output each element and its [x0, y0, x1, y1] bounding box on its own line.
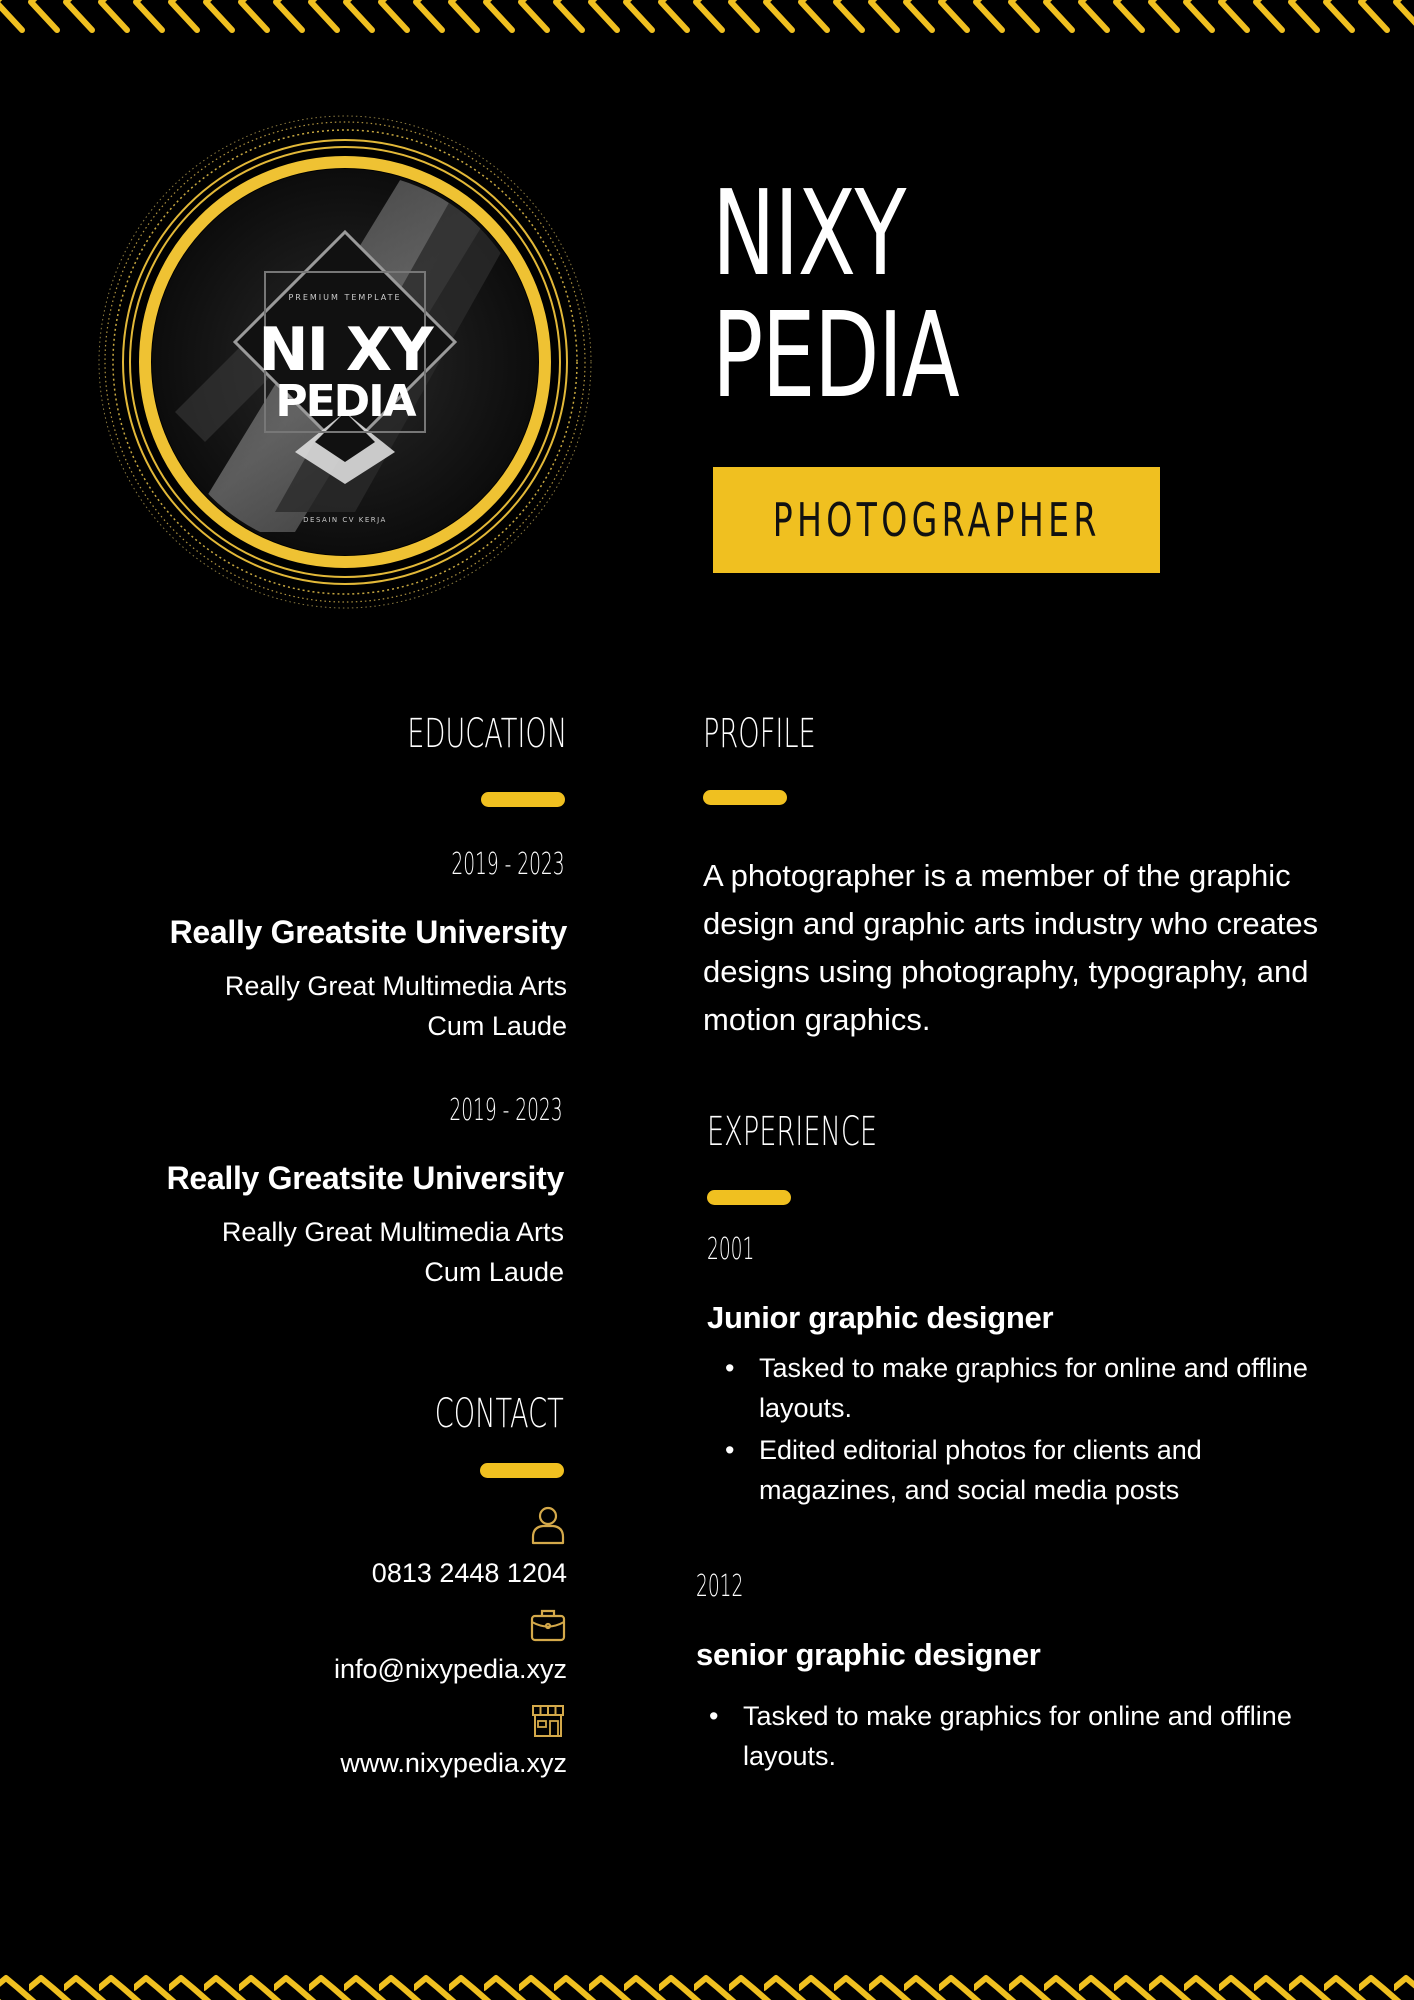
contact-heading: CONTACT	[435, 1391, 564, 1437]
experience-job-title-1: Junior graphic designer	[707, 1300, 1054, 1335]
svg-text:NI XY: NI XY	[258, 315, 432, 385]
contact-website[interactable]: www.nixypedia.xyz	[340, 1748, 567, 1778]
profile-heading: PROFILE	[703, 711, 816, 757]
degree-line-1: Really Great Multimedia Arts	[224, 971, 567, 1001]
education-degree	[170, 966, 567, 1046]
degree-line-1: Really Great Multimedia Arts	[221, 1217, 564, 1247]
bottom-zigzag-border	[0, 1958, 1414, 2000]
name-line-2: PEDIA	[712, 286, 959, 424]
contact-list	[334, 1505, 567, 1781]
experience-job-title-2: senior graphic designer	[696, 1637, 1041, 1672]
education-school: Really Greatsite University	[169, 914, 567, 950]
person-icon	[529, 1505, 567, 1545]
profile-accent-bar	[703, 790, 787, 805]
education-years-2: 2019 - 2023	[449, 1093, 563, 1128]
education-entry-1	[170, 912, 567, 1046]
education-degree	[167, 1212, 564, 1292]
role-label: PHOTOGRAPHER	[772, 493, 1101, 547]
name-line-1: NIXY	[712, 164, 905, 302]
education-entry-2	[167, 1158, 564, 1292]
education-school: Really Greatsite University	[166, 1160, 564, 1196]
briefcase-icon	[529, 1605, 567, 1645]
svg-text:PREMIUM TEMPLATE: PREMIUM TEMPLATE	[288, 293, 402, 302]
candidate-name	[712, 164, 959, 424]
contact-phone[interactable]: 0813 2448 1204	[371, 1558, 567, 1588]
role-badge	[713, 467, 1160, 573]
experience-bullets-1	[759, 1348, 1319, 1512]
bullet-item: • Tasked to make graphics for online and offline layouts.	[743, 1696, 1303, 1776]
logo-badge	[95, 112, 595, 612]
svg-text:DESAIN CV KERJA: DESAIN CV KERJA	[303, 516, 387, 524]
experience-heading: EXPERIENCE	[707, 1109, 878, 1155]
education-heading: EDUCATION	[407, 711, 567, 757]
logo-graphic	[95, 112, 595, 612]
experience-accent-bar	[707, 1190, 791, 1205]
experience-bullets-2	[743, 1696, 1303, 1778]
degree-line-2: Cum Laude	[427, 1011, 567, 1041]
profile-summary: A photographer is a member of the graphic design and graphic arts industry who creates designs using photography, typography, and motion graphics.	[703, 858, 1319, 1037]
contact-email[interactable]: info@nixypedia.xyz	[333, 1654, 567, 1684]
bullet-item: • Tasked to make graphics for online and offline layouts.	[759, 1348, 1319, 1428]
education-accent-bar	[481, 792, 565, 807]
contact-accent-bar	[480, 1463, 564, 1478]
experience-year-1: 2001	[707, 1232, 755, 1267]
svg-text:PEDIA: PEDIA	[275, 376, 415, 427]
experience-year-2: 2012	[696, 1569, 744, 1604]
degree-line-2: Cum Laude	[424, 1257, 564, 1287]
education-years-1: 2019 - 2023	[451, 847, 565, 882]
storefront-icon	[529, 1701, 567, 1741]
top-chevron-border	[0, 0, 1414, 36]
bullet-item: • Edited editorial photos for clients and magazines, and social media posts	[759, 1430, 1319, 1510]
